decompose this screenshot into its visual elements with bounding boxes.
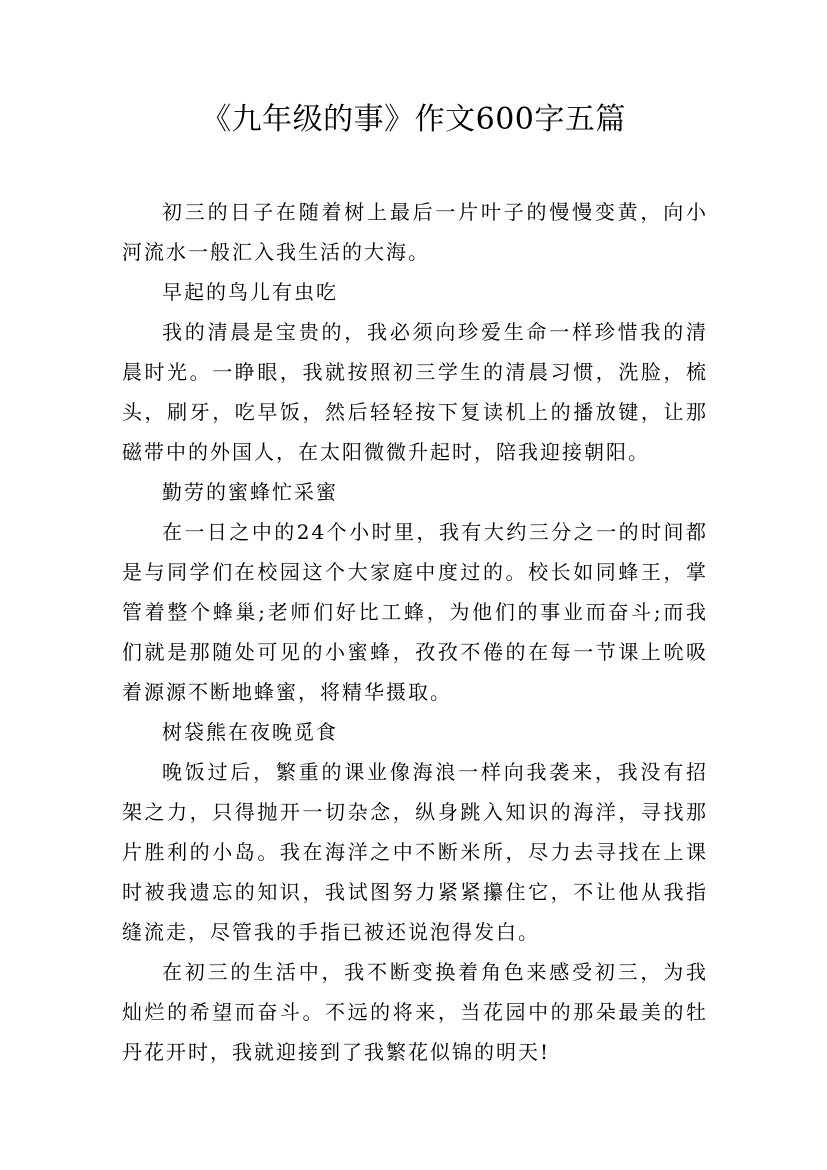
- section-heading-early-bird: 早起的鸟儿有虫吃: [162, 280, 338, 304]
- section-heading-koala: 树袋熊在夜晚觅食: [162, 720, 338, 744]
- section-heading-busy-bee: 勤劳的蜜蜂忙采蜜: [162, 480, 338, 504]
- paragraph-intro: 初三的日子在随着树上最后一片叶子的慢慢变黄，向小河流水一般汇入我生活的大海。: [122, 200, 708, 264]
- document-body: [122, 192, 708, 1072]
- paragraph-school: 在一日之中的24个小时里，我有大约三分之一的时间都是与同学们在校园这个大家庭中度过的。校长如同蜂王，掌管着整个蜂巢;老师们好比工蜂，为他们的事业而奋斗;而我们就是那随处可见的小蜜蜂，孜孜不倦的在每一节课上吮吸着源源不断地蜂蜜，将精华摄取。: [122, 520, 708, 704]
- document-title: 《九年级的事》作文600字五篇: [201, 102, 626, 137]
- paragraph-morning: 我的清晨是宝贵的，我必须向珍爱生命一样珍惜我的清晨时光。一睁眼，我就按照初三学生的清晨习惯，洗脸，梳头，刷牙，吃早饭，然后轻轻按下复读机上的播放键，让那磁带中的外国人，在太阳微微升起时，陪我迎接朝阳。: [122, 320, 708, 464]
- paragraph-conclusion: 在初三的生活中，我不断变换着角色来感受初三，为我灿烂的希望而奋斗。不远的将来，当花园中的那朵最美的牡丹花开时，我就迎接到了我繁花似锦的明天!: [122, 960, 708, 1064]
- paragraph-evening: 晚饭过后，繁重的课业像海浪一样向我袭来，我没有招架之力，只得抛开一切杂念，纵身跳入知识的海洋，寻找那片胜利的小岛。我在海洋之中不断米所，尽力去寻找在上课时被我遗忘的知识，我试图努力紧紧攥住它，不让他从我指缝流走，尽管我的手指已被还说泡得发白。: [122, 760, 708, 944]
